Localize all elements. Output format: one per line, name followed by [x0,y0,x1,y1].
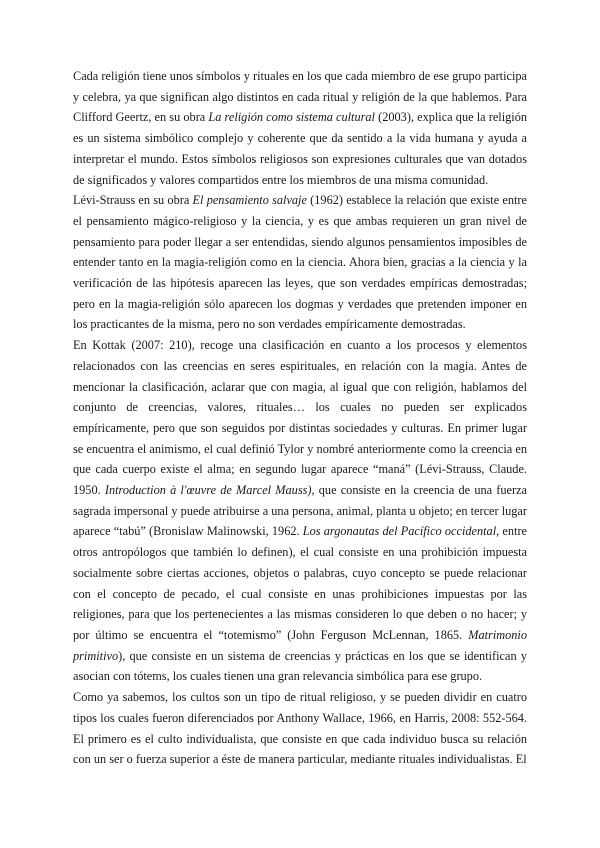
paragraph-geertz [73,66,527,190]
text-run: En Kottak (2007: 210), recoge una clasificación en cuanto a los procesos y elementos relacionados con las creencias en seres espirituales, en relación con la magia. Antes de mencionar la clasificación, aclarar que con magia, al igual que con religión, hablamos del conjunto de creencias, valores, rituales… los cuales no pueden ser explicados empíricamente, pero que son seguidos por distintas sociedades y culturas. En primer lugar se encuentra el animismo, el cual definió Tylor y nombré anteriormente como la creencia en que cada cuerpo existe el alma; en segundo lugar aparece “maná” (Lévi-Strauss, Claude. 1950. [73,338,527,498]
text-run-italic: La religión como sistema cultural [208,110,375,125]
paragraph-kottak [73,335,527,687]
text-run: Como ya sabemos, los cultos son un tipo de ritual religioso, y se pueden dividir en cuatro tipos los cuales fueron diferenciados por Anthony Wallace, 1966, en Harris, 2008: 552-564. El primero es el culto individualista, que consiste en que cada individuo busca su relación con un ser o fuerza superior a éste de manera particular, mediante rituales individualistas. El [73,690,527,767]
document-body [73,66,527,770]
text-run: , que consiste en la creencia de una fuerza sagrada impersonal y puede atribuirse a una persona, animal, planta u objeto; en tercer lugar aparece “tabú” (Bronislaw Malinowski, 1962. [73,483,527,539]
text-run: Cada religión tiene unos símbolos y rituales en los que cada miembro de ese grupo participa y celebra, ya que significan algo distintos en cada ritual y religión de la que hablemos. Para Clifford Geertz, en su obra [73,69,527,125]
text-run: ), que consiste en un sistema de creencias y prácticas en los que se identifican y asocian con tótems, los cuales tienen una gran relevancia simbólica para ese grupo. [73,648,527,684]
text-run-italic: El pensamiento salvaje [192,193,307,208]
text-run: Lévi-Strauss en su obra [73,193,193,208]
paragraph-levi-strauss [73,190,527,335]
text-run: , entre otros antropólogos que también lo definen), el cual consiste en una prohibición impuesta socialmente sobre ciertas acciones, objetos o palabras, cuyo concepto se puede relacionar con el concepto de pecado, el cual consiste en unas prohibiciones impuestas por las religiones, para que los pertenecientes a las mismas consideren lo que deben o no hacer; y por último se encuentra el “totemismo” (John Ferguson McLennan, 1865. [73,524,527,642]
text-run: (1962) establece la relación que existe entre el pensamiento mágico-religioso y la ciencia, y es que ambas requieren un gran nivel de pensamiento para poder llegar a ser entendidas, siendo algunos pensamientos imposibles de entender tanto en la magia-religión como en la ciencia. Ahora bien, gracias a la ciencia y la verificación de las hipótesis aparecen las leyes, que son verdades empíricas demostradas; pero en la magia-religión sólo aparecen los dogmas y verdades que pretenden imponer en los practicantes de la misma, pero no son verdades empíricamente demostradas. [73,193,527,332]
paragraph-cultos [73,687,527,770]
text-run-italic: Los argonautas del Pacífico occidental [302,524,497,539]
text-run-italic: Matrimonio primitivo [73,627,527,663]
text-run-italic: Introduction à l'œuvre de Marcel Mauss) [104,483,312,498]
text-run: (2003), explica que la religión es un sistema simbólico complejo y coherente que da sentido a la vida humana y ayuda a interpretar el mundo. Estos símbolos religiosos son expresiones culturales que van dotados de significados y valores compartidos entre los miembros de una misma comunidad. [73,110,527,187]
